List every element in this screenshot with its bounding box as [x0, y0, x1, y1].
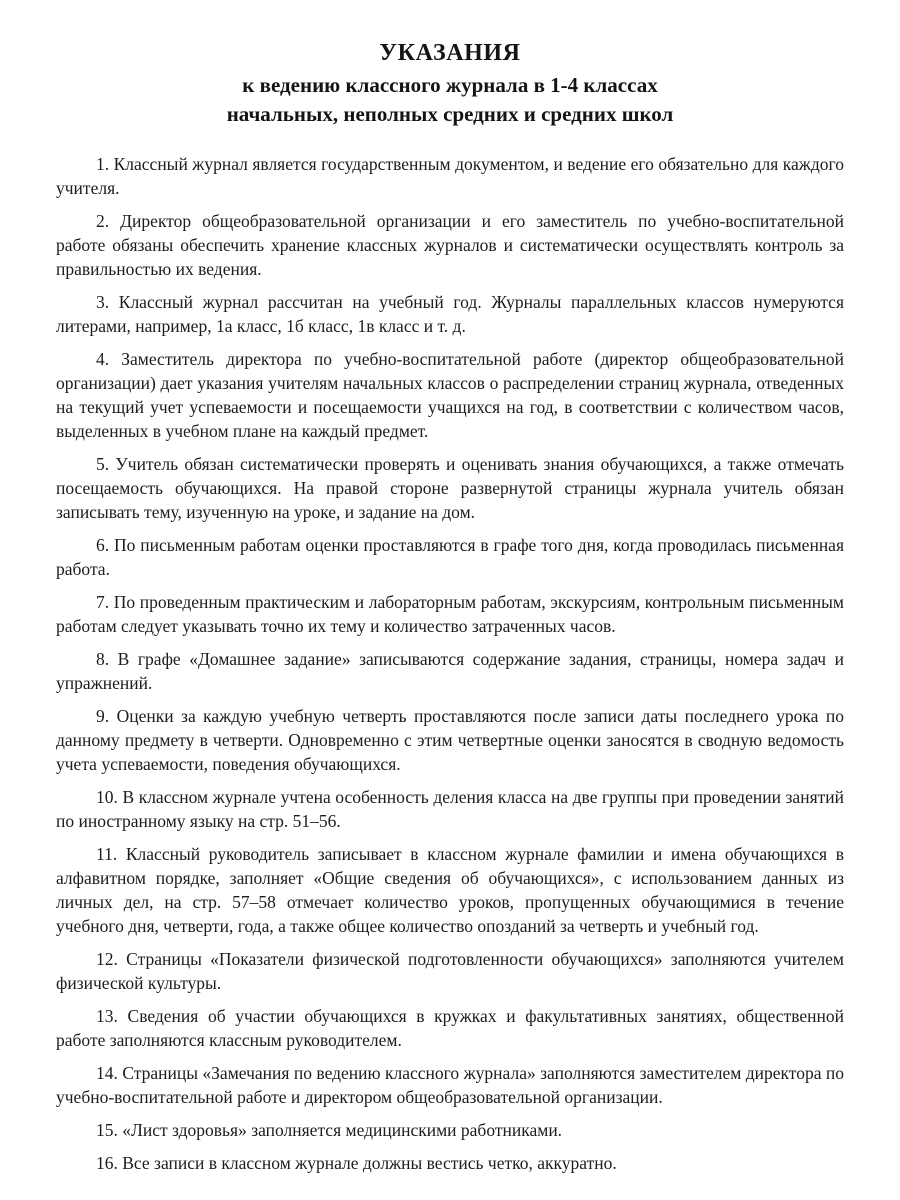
instruction-item-7 — [56, 590, 844, 638]
item-text: Страницы «Замечания по ведению классного журнала» заполняются заместителем директора по учебно-воспитательной работе и директором общеобразовательной организации. — [56, 1063, 845, 1107]
item-text: В графе «Домашнее задание» записываются содержание задания, страницы, номера задач и упражнений. — [56, 649, 844, 693]
instruction-item-3 — [56, 290, 844, 338]
item-number: 14. — [96, 1063, 118, 1083]
item-text: Учитель обязан систематически проверять и оценивать знания обучающихся, а также отмечать посещаемость обучающихся. На правой стороне развернутой страницы журнала учитель обязан записывать тему, изученную на уроке, и задание на дом. — [56, 454, 844, 522]
item-number: 3. — [96, 292, 110, 312]
item-number: 10. — [96, 787, 118, 807]
item-number: 8. — [96, 649, 110, 669]
item-number: 9. — [96, 706, 110, 726]
item-text: Классный руководитель записывает в классном журнале фамилии и имена обучающихся в алфавитном порядке, заполняет «Общие сведения об обучающихся», с использованием данных из личных дел, на стр. 57–58 отмечает количество уроков, пропущенных обучающимися в течение учебного дня, четверти, года, а также общее количество опозданий за четверть и учебный год. — [56, 844, 844, 936]
item-text: Все записи в классном журнале должны вестись четко, аккуратно. — [122, 1153, 617, 1173]
instruction-item-12 — [56, 947, 844, 995]
item-number: 12. — [96, 949, 118, 969]
item-number: 5. — [96, 454, 110, 474]
instruction-item-5 — [56, 452, 844, 524]
instruction-item-9 — [56, 704, 844, 776]
item-text: Классный журнал является государственным документом, и ведение его обязательно для каждого учителя. — [56, 154, 844, 198]
instruction-item-6 — [56, 533, 844, 581]
item-number: 6. — [96, 535, 110, 555]
item-number: 4. — [96, 349, 110, 369]
item-number: 13. — [96, 1006, 118, 1026]
item-text: «Лист здоровья» заполняется медицинскими работниками. — [122, 1120, 563, 1140]
instruction-item-14 — [56, 1061, 844, 1109]
item-number: 1. — [96, 154, 110, 174]
item-number: 2. — [96, 211, 110, 231]
item-text: Страницы «Показатели физической подготовленности обучающихся» заполняются учителем физической культуры. — [56, 949, 844, 993]
instruction-item-10 — [56, 785, 844, 833]
item-text: Сведения об участии обучающихся в кружках и факультативных занятиях, общественной работе заполняются классным руководителем. — [56, 1006, 844, 1050]
title-line-3: начальных, неполных средних и средних школ — [226, 102, 674, 126]
instruction-item-11 — [56, 842, 844, 938]
item-number: 16. — [96, 1153, 118, 1173]
instruction-item-1 — [56, 152, 844, 200]
item-text: Директор общеобразовательной организации и его заместитель по учебно-воспитательной работе обязаны обеспечить хранение классных журналов и систематически осуществлять контроль за правильностью их ведения. — [56, 211, 844, 279]
title-line-2: к ведению классного журнала в 1-4 классах — [242, 73, 658, 97]
instruction-item-4 — [56, 347, 844, 443]
item-text: По письменным работам оценки проставляются в графе того дня, когда проводилась письменная работа. — [56, 535, 844, 579]
instruction-item-13 — [56, 1004, 844, 1052]
item-text: Оценки за каждую учебную четверть проставляются после записи даты последнего урока по данному предмету в четверти. Одновременно с этим четвертные оценки заносятся в сводную ведомость учета успеваемости, поведения обучающихся. — [56, 706, 845, 774]
item-number: 15. — [96, 1120, 118, 1140]
document-title — [56, 38, 844, 128]
instruction-item-8 — [56, 647, 844, 695]
instruction-item-2 — [56, 209, 844, 281]
title-line-1: УКАЗАНИЯ — [379, 40, 521, 66]
item-text: Заместитель директора по учебно-воспитательной работе (директор общеобразовательной организации) дает указания учителям начальных классов о распределении страниц журнала, отведенных на текущий учет успеваемости и посещаемости учащихся на год, в соответствии с количеством часов, выделенных в учебном плане на каждый предмет. — [56, 349, 844, 441]
item-text: В классном журнале учтена особенность деления класса на две группы при проведении занятий по иностранному языку на стр. 51–56. — [56, 787, 844, 831]
item-text: Классный журнал рассчитан на учебный год. Журналы параллельных классов нумеруются литерами, например, 1а класс, 1б класс, 1в класс и т. д. — [56, 292, 845, 336]
instruction-item-16 — [56, 1151, 844, 1175]
instruction-item-15 — [56, 1118, 844, 1142]
item-number: 11. — [96, 844, 118, 864]
item-number: 7. — [96, 592, 110, 612]
item-text: По проведенным практическим и лабораторным работам, экскурсиям, контрольным письменным работам следует указывать точно их тему и количество затраченных часов. — [56, 592, 844, 636]
